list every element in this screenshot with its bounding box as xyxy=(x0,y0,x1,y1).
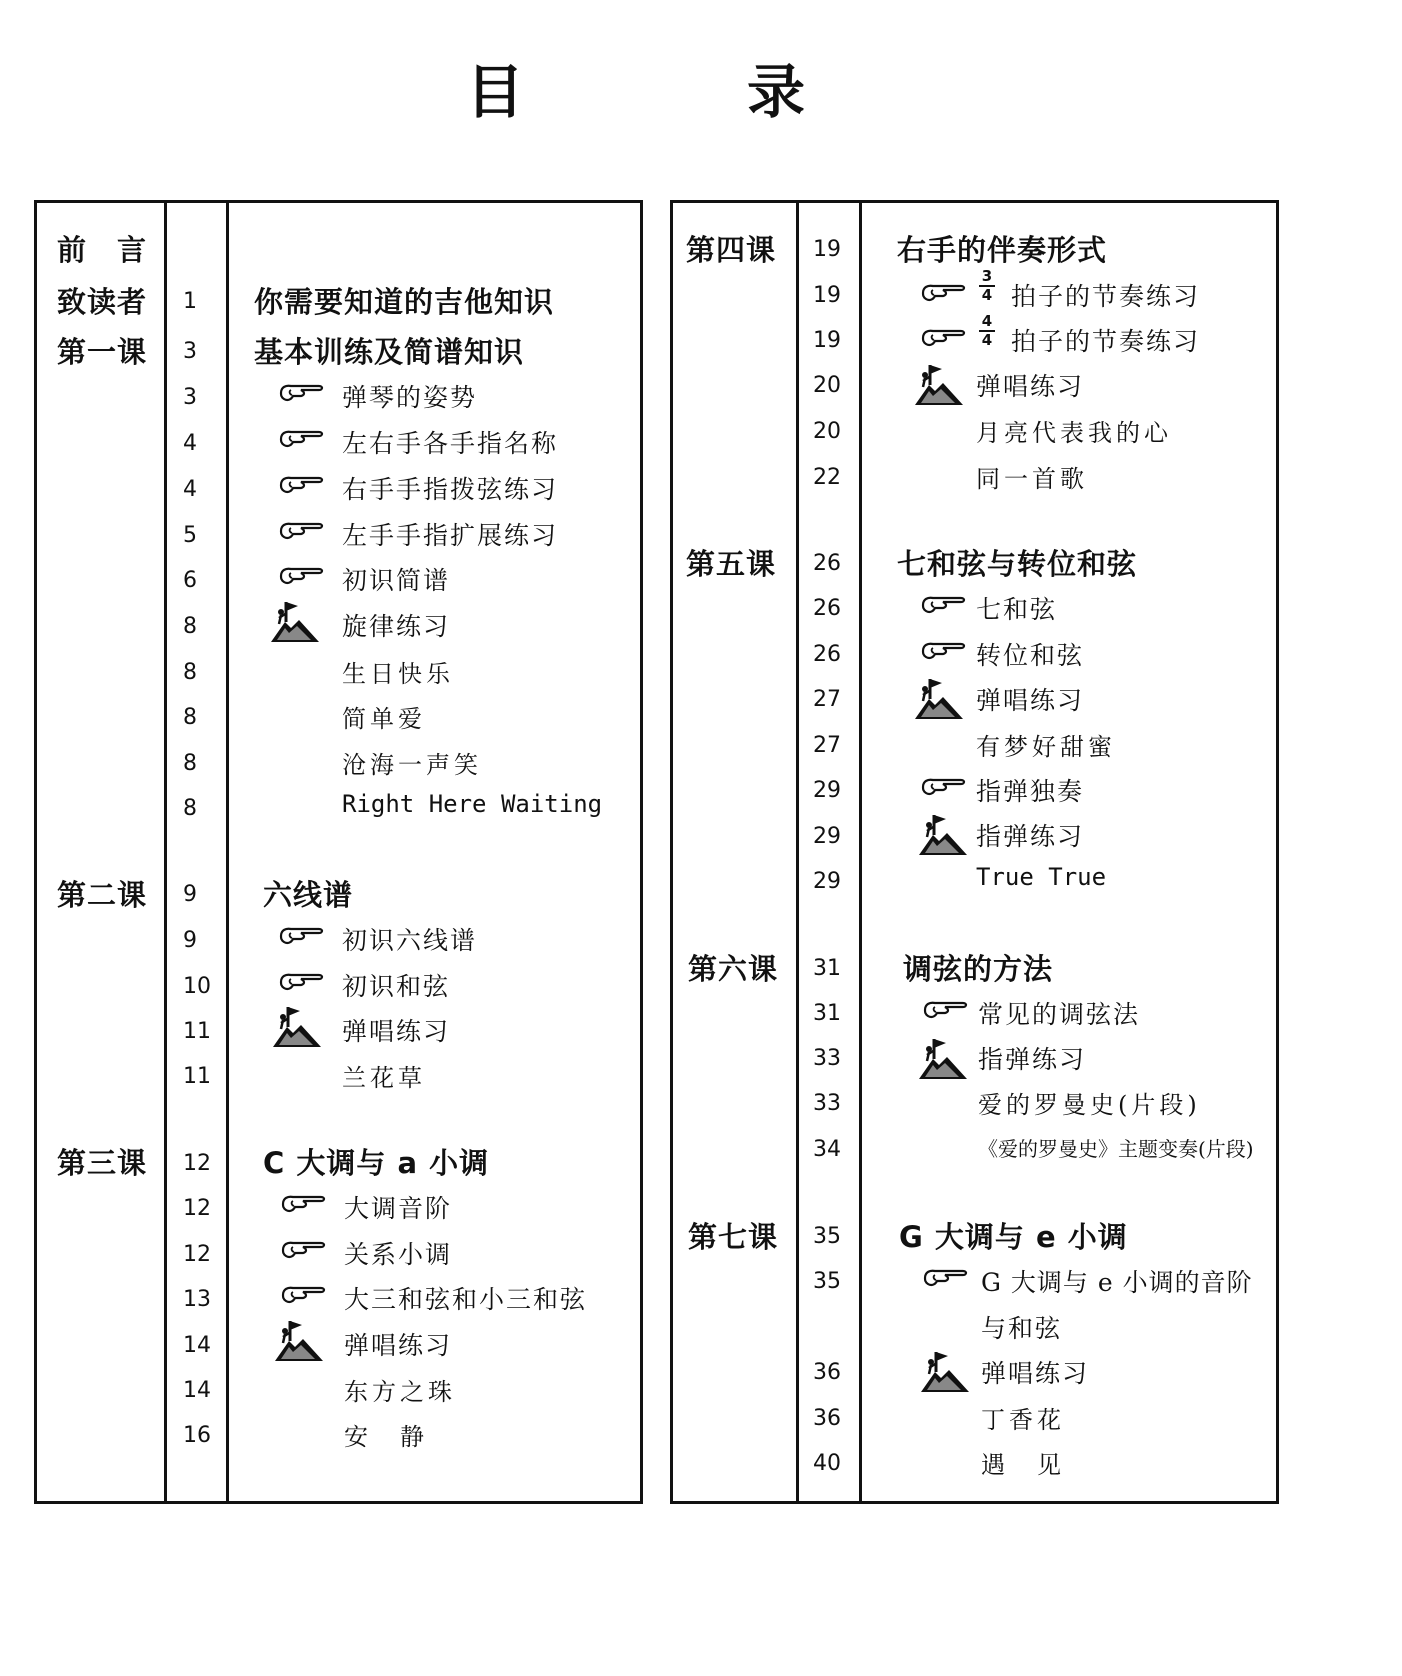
toc-item: 初识简谱 xyxy=(342,566,451,595)
page-number: 19 xyxy=(813,237,841,262)
page-number: 20 xyxy=(813,419,841,444)
toc-item: 指弹练习 xyxy=(976,822,1085,851)
page-number: 11 xyxy=(183,1019,211,1044)
lesson-label: 第二课 xyxy=(57,878,148,912)
page-number: 19 xyxy=(813,283,841,308)
song-title: 简单爱 xyxy=(342,705,426,733)
mountain-climber-icon xyxy=(917,1035,971,1083)
song-title: 丁香花 xyxy=(981,1406,1065,1434)
time-signature-3-4: 3 4 xyxy=(979,269,995,303)
lesson-label: 第七课 xyxy=(688,1220,779,1254)
song-title: 生日快乐 xyxy=(342,660,454,688)
toc-item: 初识和弦 xyxy=(342,972,451,1001)
pointing-hand-icon xyxy=(923,1000,969,1022)
song-title: 兰花草 xyxy=(342,1064,426,1092)
front-label-reader: 致读者 xyxy=(57,285,148,319)
page-number: 19 xyxy=(813,328,841,353)
toc-item: 拍子的节奏练习 xyxy=(1011,282,1201,311)
page-number: 13 xyxy=(183,1287,211,1312)
toc-item: 左右手各手指名称 xyxy=(342,429,559,458)
page-number: 14 xyxy=(183,1333,211,1358)
page-number: 29 xyxy=(813,778,841,803)
page-number: 29 xyxy=(813,869,841,894)
mountain-climber-icon xyxy=(919,1348,973,1396)
pointing-hand-icon xyxy=(279,926,325,948)
mountain-climber-icon xyxy=(913,361,967,409)
lesson-label: 第五课 xyxy=(686,547,777,581)
page-number: 33 xyxy=(813,1046,841,1071)
pointing-hand-icon xyxy=(281,1194,327,1216)
section-title: 你需要知道的吉他知识 xyxy=(254,285,555,319)
section-title: G 大调与 e 小调 xyxy=(899,1220,1128,1254)
page-number: 35 xyxy=(813,1269,841,1294)
mountain-climber-icon xyxy=(917,811,971,859)
time-signature-4-4: 4 4 xyxy=(979,314,995,348)
toc-item: 转位和弦 xyxy=(976,641,1085,670)
page-number: 20 xyxy=(813,373,841,398)
page-number: 34 xyxy=(813,1137,841,1162)
page-number: 3 xyxy=(183,385,197,410)
page-number: 8 xyxy=(183,614,197,639)
page-number: 29 xyxy=(813,824,841,849)
pointing-hand-icon xyxy=(281,1240,327,1262)
pointing-hand-icon xyxy=(281,1285,327,1307)
page-number: 12 xyxy=(183,1242,211,1267)
section-title: 六线谱 xyxy=(263,878,354,912)
page-number: 12 xyxy=(183,1151,211,1176)
page-number: 12 xyxy=(183,1196,211,1221)
page-number: 4 xyxy=(183,431,197,456)
toc-item: 指弹练习 xyxy=(978,1045,1087,1074)
pointing-hand-icon xyxy=(921,283,967,305)
toc-item: 弹唱练习 xyxy=(976,372,1085,401)
page-number: 3 xyxy=(183,339,197,364)
page-number: 31 xyxy=(813,956,841,981)
pointing-hand-icon xyxy=(921,595,967,617)
toc-item: 右手手指拨弦练习 xyxy=(342,475,559,504)
lesson-label: 第四课 xyxy=(686,233,777,267)
toc-item: 大调音阶 xyxy=(344,1194,453,1223)
mountain-climber-icon xyxy=(271,1003,325,1051)
column-divider xyxy=(164,203,167,1501)
toc-item: 旋律练习 xyxy=(342,612,451,641)
page-number: 26 xyxy=(813,596,841,621)
toc-item: 弹唱练习 xyxy=(344,1331,453,1360)
page-number: 33 xyxy=(813,1091,841,1116)
page-number: 27 xyxy=(813,687,841,712)
page-number: 40 xyxy=(813,1451,841,1476)
page-number: 4 xyxy=(183,477,197,502)
section-title: C 大调与 a 小调 xyxy=(263,1146,490,1180)
toc-item: 常见的调弦法 xyxy=(978,1000,1141,1029)
song-title: 遇 见 xyxy=(981,1451,1065,1479)
pointing-hand-icon xyxy=(279,383,325,405)
page-number: 26 xyxy=(813,642,841,667)
toc-item: G 大调与 e 小调的音阶 xyxy=(981,1268,1253,1297)
title-char-right: 录 xyxy=(747,58,806,126)
pointing-hand-icon xyxy=(279,566,325,588)
section-title: 基本训练及简谱知识 xyxy=(254,335,525,369)
song-title: 有梦好甜蜜 xyxy=(976,733,1116,761)
page-number: 10 xyxy=(183,974,211,999)
toc-item: 七和弦 xyxy=(976,595,1058,624)
page-number: 31 xyxy=(813,1001,841,1026)
song-title: 《爱的罗曼史》主题变奏(片段) xyxy=(978,1137,1254,1161)
page-number: 16 xyxy=(183,1423,211,1448)
toc-item: 弹唱练习 xyxy=(976,686,1085,715)
mountain-climber-icon xyxy=(269,598,323,646)
song-title: 安 静 xyxy=(344,1423,428,1451)
column-divider xyxy=(796,203,799,1501)
page-number: 35 xyxy=(813,1224,841,1249)
page-number: 8 xyxy=(183,705,197,730)
song-title: 月亮代表我的心 xyxy=(976,419,1172,447)
pointing-hand-icon xyxy=(279,429,325,451)
song-title: Right Here Waiting xyxy=(342,790,603,818)
song-title: True True xyxy=(976,863,1107,891)
pointing-hand-icon xyxy=(921,328,967,350)
toc-item: 左手手指扩展练习 xyxy=(342,521,559,550)
page-number: 26 xyxy=(813,551,841,576)
pointing-hand-icon xyxy=(921,641,967,663)
toc-item: 关系小调 xyxy=(344,1240,453,1269)
page-number: 36 xyxy=(813,1360,841,1385)
page-number: 27 xyxy=(813,733,841,758)
page-number: 5 xyxy=(183,523,197,548)
toc-left-panel xyxy=(34,200,643,1504)
toc-item: 弹琴的姿势 xyxy=(342,383,478,412)
toc-item: 初识六线谱 xyxy=(342,926,478,955)
page-number: 14 xyxy=(183,1378,211,1403)
pointing-hand-icon xyxy=(923,1268,969,1290)
page-number: 6 xyxy=(183,568,197,593)
page-number: 11 xyxy=(183,1064,211,1089)
column-divider xyxy=(859,203,862,1501)
page-number: 9 xyxy=(183,928,197,953)
front-label-preface: 前 言 xyxy=(57,233,148,267)
toc-right-panel xyxy=(670,200,1279,1504)
song-title: 爱的罗曼史(片段) xyxy=(978,1091,1201,1119)
page-number: 36 xyxy=(813,1406,841,1431)
toc-item: 弹唱练习 xyxy=(981,1359,1090,1388)
pointing-hand-icon xyxy=(279,972,325,994)
page-title xyxy=(0,52,1402,132)
mountain-climber-icon xyxy=(273,1317,327,1365)
pointing-hand-icon xyxy=(279,475,325,497)
section-title: 右手的伴奏形式 xyxy=(897,233,1108,267)
toc-item: 大三和弦和小三和弦 xyxy=(344,1285,588,1314)
toc-item: 弹唱练习 xyxy=(342,1017,451,1046)
toc-item: 拍子的节奏练习 xyxy=(1011,327,1201,356)
page-number: 8 xyxy=(183,751,197,776)
mountain-climber-icon xyxy=(913,675,967,723)
page-number: 9 xyxy=(183,882,197,907)
lesson-label: 第三课 xyxy=(57,1146,148,1180)
song-title: 同一首歌 xyxy=(976,465,1088,493)
toc-item: 与和弦 xyxy=(981,1314,1063,1343)
page-number: 22 xyxy=(813,465,841,490)
page-number: 8 xyxy=(183,796,197,821)
section-title: 七和弦与转位和弦 xyxy=(897,547,1138,581)
song-title: 东方之珠 xyxy=(344,1378,456,1406)
page-number: 1 xyxy=(183,289,197,314)
song-title: 沧海一声笑 xyxy=(342,751,482,779)
pointing-hand-icon xyxy=(279,521,325,543)
section-title: 调弦的方法 xyxy=(903,952,1054,986)
pointing-hand-icon xyxy=(921,777,967,799)
lesson-label: 第六课 xyxy=(688,952,779,986)
page-number: 8 xyxy=(183,660,197,685)
title-char-left: 目 xyxy=(466,58,525,126)
lesson-label: 第一课 xyxy=(57,335,148,369)
column-divider xyxy=(226,203,229,1501)
toc-item: 指弹独奏 xyxy=(976,777,1085,806)
